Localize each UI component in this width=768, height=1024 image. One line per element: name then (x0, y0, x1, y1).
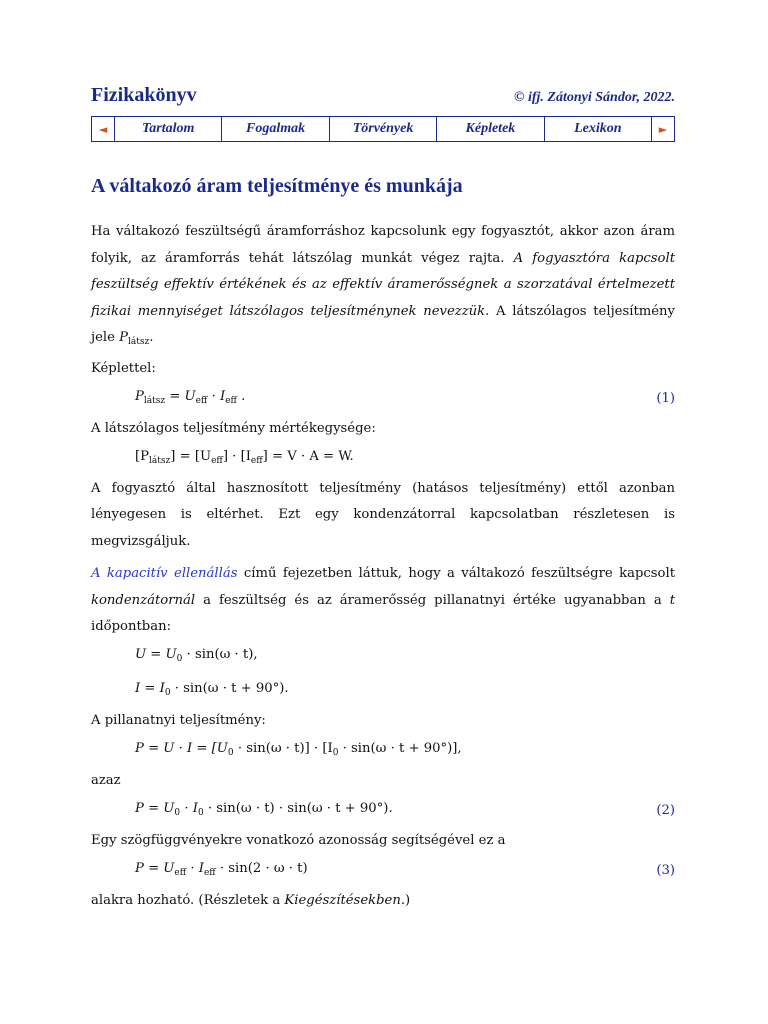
paragraph-azaz: azaz (91, 772, 121, 788)
equation-power-product: $P = U \cdot I = [U_0 \cdot \sin(\omega \cdot t)] \cdot [I_0 \cdot \sin(\omega \cdot t + 90^\circ)]$, (135, 740, 462, 758)
paragraph-unit: A látszólagos teljesítmény mértékegysége: (91, 420, 376, 436)
paragraph-conclusion: alakra hozható. (Részletek a Kiegészítésekben.) (91, 892, 411, 908)
equation-2: $P = U_0 \cdot I_0 \cdot \sin(\omega \cdot t) \cdot \sin(\omega \cdot t + 90^\circ)$. (2) (91, 794, 675, 828)
header (91, 84, 675, 112)
paragraph-capacitor: A kapacitív ellenállás című fejezetben láttuk, hogy a váltakozó feszültségre kapcsolt kondenzátornál a feszültség és az áramerősség pillanatnyi értéke ugyanabban a t időpontban: (91, 566, 675, 634)
paragraph-effective-power: A fogyasztó által hasznosított teljesítmény (hatásos teljesítmény) ettől azonban lényegesen is eltérhet. Ezt egy kondenzátorral kapcsolatban részletesen is megvizsgáljuk. (91, 480, 675, 549)
paragraph-instant-power: A pillanatnyi teljesítmény: (91, 712, 266, 728)
nav-items (115, 117, 651, 141)
kiegeszitesek-text: Kiegészítésekben (284, 892, 401, 908)
equation-current: $I = I_0 \cdot \sin(\omega \cdot t + 90^\circ)$. (135, 680, 289, 698)
equation-number: (2) (656, 802, 675, 818)
paragraph-formula-intro: Képlettel: (91, 360, 156, 376)
paragraph-intro: Ha váltakozó feszültségű áramforráshoz kapcsolunk egy fogyasztót, akkor azon áram folyik, az áramforrás tehát látszólag munkát végez rajta. A fogyasztóra kapcsolt feszültség effektív értékének és az effektív áramerősségnek a szorzatával értelmezett fizikai mennyiséget látszólagos teljesítménynek nevezzük. A látszólagos teljesítmény jele $P_{látsz}$. (91, 224, 676, 347)
nav-bar (91, 116, 675, 142)
equation-3: $P = U_{eff} \cdot I_{eff} \cdot \sin(2 \cdot \omega \cdot t)$ (3) (91, 854, 675, 888)
nav-item-lexikon[interactable]: Lexikon (574, 121, 622, 136)
equation-number: (3) (656, 862, 675, 878)
definition-text: A fogyasztóra kapcsolt feszültség effektív értékének és az effektív áramerősségnek a szorzatával értelmezett fizikai mennyiséget látszólagos teljesítménynek nevezzük. (91, 250, 675, 319)
equation-1: $P_{látsz} = U_{eff} \cdot I_{eff}$ . (1) (91, 382, 675, 416)
site-title[interactable]: Fizikakönyv (91, 84, 197, 106)
link-kapacitiv-ellenallas[interactable]: A kapacitív ellenállás (91, 566, 238, 581)
prev-arrow-icon[interactable]: ◄ (92, 117, 115, 141)
copyright: © ifj. Zátonyi Sándor, 2022. (514, 90, 675, 105)
next-arrow-icon[interactable]: ► (651, 117, 674, 141)
nav-item-tartalom[interactable]: Tartalom (115, 117, 222, 141)
page (91, 84, 675, 914)
equation-number: (1) (656, 390, 675, 406)
paragraph-identity: Egy szögfüggvényekre vonatkozó azonosság segítségével ez a (91, 832, 506, 848)
nav-item-fogalmak[interactable]: Fogalmak (222, 117, 329, 141)
nav-item-torvenyek[interactable]: Törvények (330, 117, 437, 141)
nav-item-kepletek[interactable]: Képletek (437, 117, 544, 141)
equation-voltage: $U = U_0 \cdot \sin(\omega \cdot t)$, (135, 647, 258, 664)
article-body (91, 219, 675, 914)
page-title: A váltakozó áram teljesítménye és munkája (91, 175, 463, 197)
equation-unit: $[P_{látsz}] = [U_{eff}] \cdot [I_{eff}] = V \cdot A = W$. (135, 448, 354, 466)
